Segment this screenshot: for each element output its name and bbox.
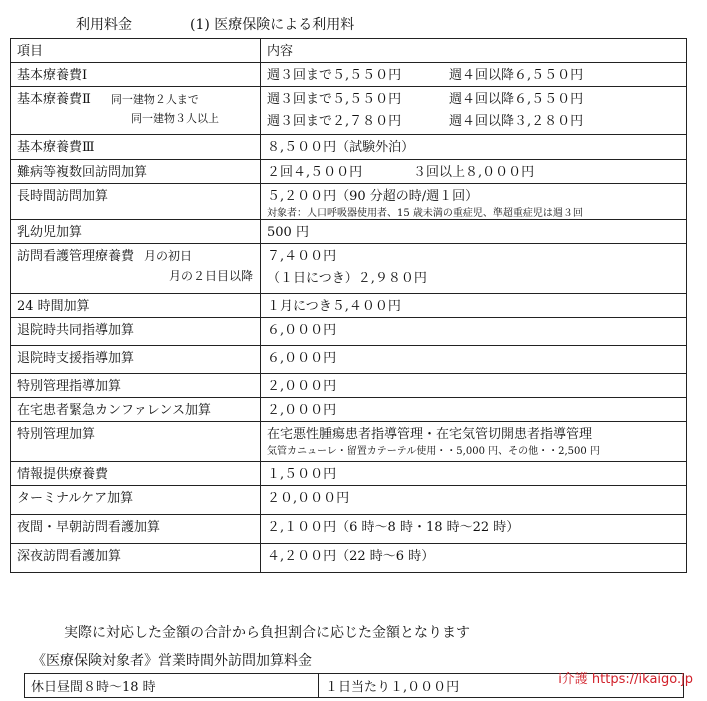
content-cell: １日当たり１,０００円 (319, 674, 684, 698)
content-cell: ２,１００円（6 時～8 時・18 時～22 時） (261, 515, 687, 544)
table-row (11, 184, 687, 220)
content-cell (261, 422, 687, 462)
item-cell: 乳幼児加算 (11, 220, 261, 244)
content-text: 週４回以降６,５５０円 (449, 92, 584, 107)
table-row (11, 294, 687, 318)
item-sublabel: 同一建物３人以上 (131, 112, 219, 125)
content-note: 気管カニューレ・留置カテーテル使用・・5,000 円、その他・・2,500 円 (267, 446, 600, 457)
table-row (11, 486, 687, 515)
section-title: 利用料金 (76, 17, 132, 33)
item-cell: 特別管理指導加算 (11, 374, 261, 398)
item-cell: 退院時共同指導加算 (11, 318, 261, 346)
item-label: 訪問看護管理療養費 (17, 249, 135, 264)
item-cell: 特別管理加算 (11, 422, 261, 462)
table-row (11, 220, 687, 244)
content-text: 在宅悪性腫瘍患者指導管理・在宅気管切開患者指導管理 (267, 427, 593, 442)
content-cell: ８,５００円（試験外泊） (261, 135, 687, 160)
item-label: 基本療養費Ⅱ (17, 92, 91, 107)
table-row (11, 544, 687, 573)
item-cell: ターミナルケア加算 (11, 486, 261, 515)
table-row (11, 346, 687, 374)
item-cell: 情報提供療養費 (11, 462, 261, 486)
item-cell: 在宅患者緊急カンファレンス加算 (11, 398, 261, 422)
table-row (11, 244, 687, 294)
item-cell: 基本療養費Ⅲ (11, 135, 261, 160)
item-cell: 深夜訪問看護加算 (11, 544, 261, 573)
content-cell: ２,０００円 (261, 374, 687, 398)
section-subtitle: (1) 医療保険による利用料 (190, 17, 355, 33)
content-text: ３回以上８,０００円 (413, 165, 535, 180)
item-sublabel: 月の初日 (144, 249, 193, 263)
header-item: 項目 (11, 39, 261, 63)
table-row (11, 160, 687, 184)
content-text: （１日につき）２,９８０円 (267, 271, 427, 286)
item-cell: 長時間訪問加算 (11, 184, 261, 220)
table-row (11, 374, 687, 398)
content-text: 週４回以降３,２８０円 (449, 114, 584, 129)
item-cell (11, 244, 261, 294)
content-text: 週４回以降６,５５０円 (449, 68, 584, 83)
table-row (11, 422, 687, 462)
item-cell: 休日昼間８時～18 時 (25, 674, 319, 698)
content-cell (261, 63, 687, 87)
content-cell (261, 160, 687, 184)
table-row (11, 87, 687, 135)
table-row (11, 63, 687, 87)
content-cell: ２０,０００円 (261, 486, 687, 515)
item-cell: 夜間・早朝訪問看護加算 (11, 515, 261, 544)
content-cell: 500 円 (261, 220, 687, 244)
content-cell: １月につき５,４００円 (261, 294, 687, 318)
content-note: 対象者：人口呼吸器使用者、15 歳未満の重症児、準超重症児は週３回 (267, 208, 583, 219)
content-cell: １,５００円 (261, 462, 687, 486)
table-row (11, 135, 687, 160)
content-text: ７,４００円 (267, 249, 337, 264)
content-cell: ６,０００円 (261, 318, 687, 346)
after-hours-title: 《医療保険対象者》営業時間外訪問加算料金 (32, 653, 312, 669)
item-cell: 基本療養費Ⅰ (11, 63, 261, 87)
site-watermark: i介護 https://ikaigo.jp (558, 672, 693, 687)
item-cell: 24 時間加算 (11, 294, 261, 318)
item-sublabel: 同一建物２人まで (110, 93, 199, 106)
item-sublabel: 月の２日目以降 (169, 269, 254, 283)
table-row (11, 462, 687, 486)
content-cell (261, 184, 687, 220)
content-text: 週３回まで５,５５０円 (267, 92, 402, 107)
header-content: 内容 (261, 39, 687, 63)
item-cell (11, 87, 261, 135)
content-cell: ２,０００円 (261, 398, 687, 422)
content-text: ５,２００円（90 分超の時/週１回） (267, 189, 479, 204)
content-cell: ６,０００円 (261, 346, 687, 374)
footer-note: 実際に対応した金額の合計から負担割合に応じた金額となります (64, 625, 470, 641)
content-cell: ４,２００円（22 時～6 時） (261, 544, 687, 573)
table-row (11, 318, 687, 346)
fee-table (10, 38, 687, 573)
table-row (11, 398, 687, 422)
content-cell (261, 244, 687, 294)
content-text: 週３回まで２,７８０円 (267, 114, 402, 129)
content-cell (261, 87, 687, 135)
content-text: 週３回まで５,５５０円 (267, 68, 402, 83)
content-text: ２回４,５００円 (267, 165, 363, 180)
table-row (11, 515, 687, 544)
item-cell: 難病等複数回訪問加算 (11, 160, 261, 184)
item-cell: 退院時支援指導加算 (11, 346, 261, 374)
table-header-row (11, 39, 687, 63)
